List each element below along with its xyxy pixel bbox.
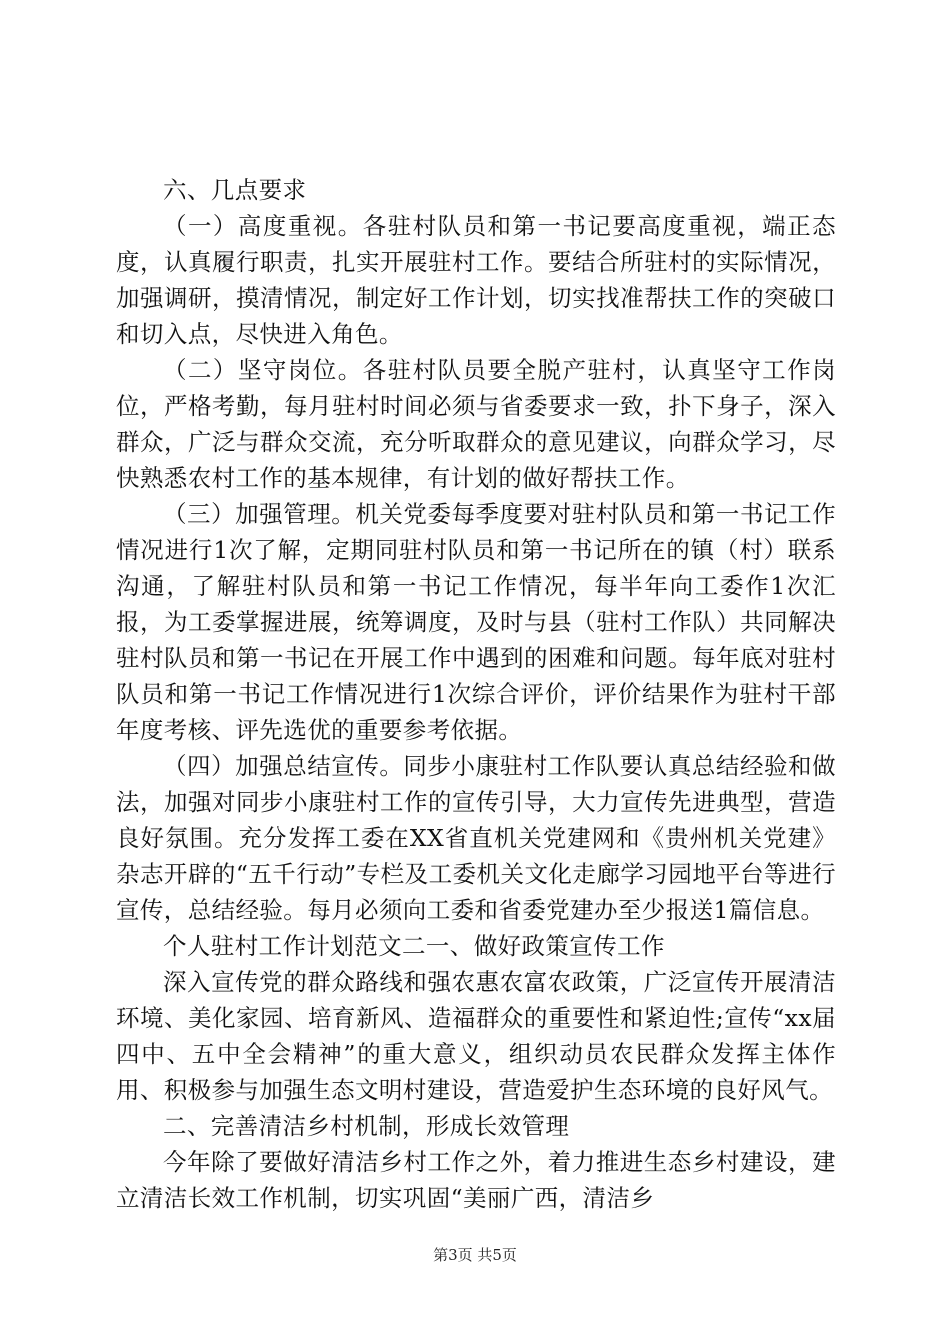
- page-number-footer: 第3页 共5页: [433, 1246, 517, 1264]
- section-heading-policy-publicity: 个人驻村工作计划范文二一、做好政策宣传工作: [163, 932, 665, 960]
- paragraph-strengthen-management: （三）加强管理。机关党委每季度要对驻村队员和第一书记工作情况进行1次了解，定期同驻村队员和第一书记所在的镇（村）联系沟通，了解驻村队员和第一书记工作情况，每半年向工委作1次汇报，为工委掌握进展，统筹调度，及时与县（驻村工作队）共同解决驻村队员和第一书记在开展工作中遇到的困难和问题。每年底对驻村队员和第一书记工作情况进行1次综合评价，评价结果作为驻村干部年度考核、评先选优的重要参考依据。: [116, 500, 836, 744]
- section-heading-clean-village: 二、完善清洁乡村机制，形成长效管理: [163, 1112, 570, 1140]
- paragraph-high-attention: （一）高度重视。各驻村队员和第一书记要高度重视，端正态度，认真履行职责，扎实开展驻村工作。要结合所驻村的实际情况，加强调研，摸清情况，制定好工作计划，切实找准帮扶工作的突破口和切入点，尽快进入角色。: [116, 212, 836, 348]
- document-body: [116, 172, 836, 1216]
- paragraph-clean-village: 今年除了要做好清洁乡村工作之外，着力推进生态乡村建设，建立清洁长效工作机制，切实巩固“美丽广西，清洁乡: [116, 1148, 836, 1212]
- paragraph-summary-publicity: （四）加强总结宣传。同步小康驻村工作队要认真总结经验和做法，加强对同步小康驻村工作的宣传引导，大力宣传先进典型，营造良好氛围。充分发挥工委在XX省直机关党建网和《贵州机关党建》杂志开辟的“五千行动”专栏及工委机关文化走廊学习园地平台等进行宣传，总结经验。每月必须向工委和省委党建办至少报送1篇信息。: [116, 752, 836, 924]
- section-heading-requirements: 六、几点要求: [163, 176, 307, 204]
- paragraph-stick-to-post: （二）坚守岗位。各驻村队员要全脱产驻村，认真坚守工作岗位，严格考勤，每月驻村时间必须与省委要求一致，扑下身子，深入群众，广泛与群众交流，充分听取群众的意见建议，向群众学习，尽快熟悉农村工作的基本规律，有计划的做好帮扶工作。: [116, 356, 836, 492]
- paragraph-policy-publicity: 深入宣传党的群众路线和强农惠农富农政策，广泛宣传开展清洁环境、美化家园、培育新风、造福群众的重要性和紧迫性;宣传“xx届四中、五中全会精神”的重大意义，组织动员农民群众发挥主体作用、积极参与加强生态文明村建设，营造爱护生态环境的良好风气。: [116, 968, 836, 1104]
